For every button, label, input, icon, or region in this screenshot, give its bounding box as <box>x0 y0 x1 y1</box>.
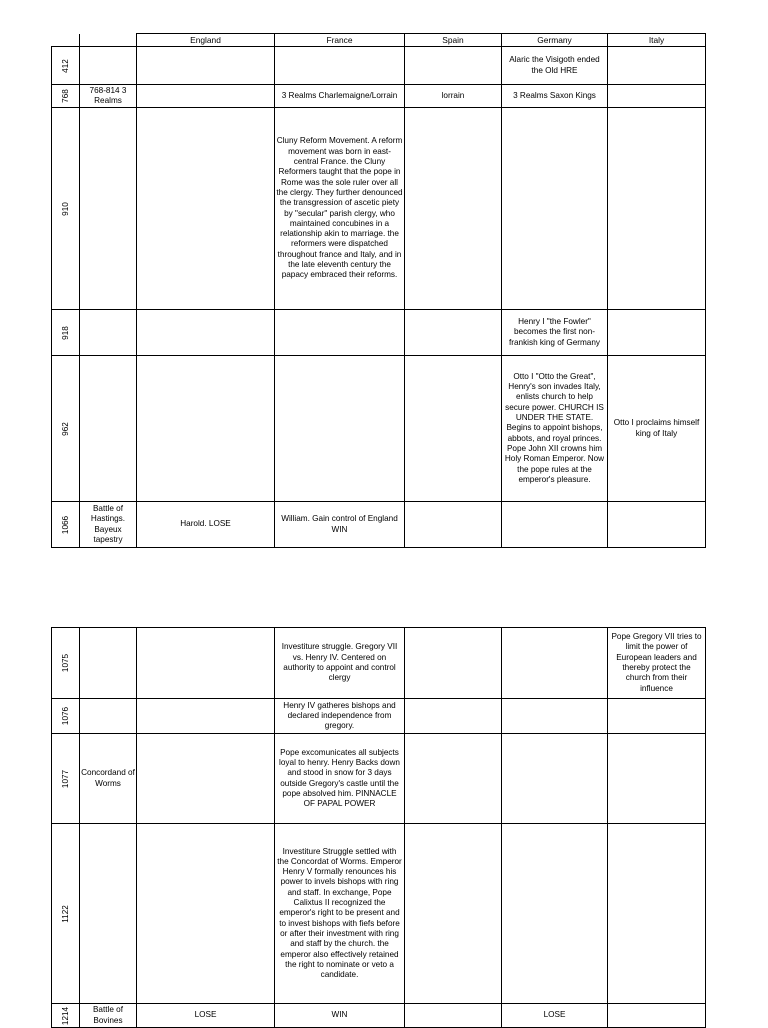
germany-cell <box>502 699 608 734</box>
germany-cell <box>502 108 608 310</box>
event-cell <box>80 824 137 1004</box>
event-cell <box>80 310 137 356</box>
year-cell: 962 <box>52 356 80 502</box>
spain-cell <box>405 108 502 310</box>
header-italy: Italy <box>608 34 706 47</box>
england-cell <box>137 734 275 824</box>
event-cell: Battle of Hastings. Bayeux tapestry <box>80 502 137 548</box>
france-cell <box>275 356 405 502</box>
timeline-table-1 <box>51 33 706 548</box>
england-cell: Harold. LOSE <box>137 502 275 548</box>
france-cell: Pope excomunicates all subjects loyal to henry. Henry Backs down and stood in snow for 3 days outside Gregory's castle until the pope absolved him. PINNACLE OF PAPAL POWER <box>275 734 405 824</box>
year-cell: 1076 <box>52 699 80 734</box>
italy-cell <box>608 502 706 548</box>
year-cell: 1122 <box>52 824 80 1004</box>
event-cell: Concordand of Worms <box>80 734 137 824</box>
england-cell <box>137 85 275 108</box>
germany-cell: LOSE <box>502 1004 608 1028</box>
header-england: England <box>137 34 275 47</box>
year-cell: 1214 <box>52 1004 80 1028</box>
event-cell <box>80 108 137 310</box>
spain-cell <box>405 310 502 356</box>
germany-cell: 3 Realms Saxon Kings <box>502 85 608 108</box>
table-row <box>52 85 706 108</box>
germany-cell <box>502 502 608 548</box>
italy-cell <box>608 734 706 824</box>
header-spain: Spain <box>405 34 502 47</box>
spain-cell <box>405 628 502 699</box>
spain-cell <box>405 47 502 85</box>
event-cell <box>80 47 137 85</box>
france-cell: WIN <box>275 1004 405 1028</box>
year-cell: 412 <box>52 47 80 85</box>
france-cell: William. Gain control of England WIN <box>275 502 405 548</box>
france-cell: Investiture Struggle settled with the Concordat of Worms. Emperor Henry V formally renounces his power to invels bishops with ring and staff. In exchange, Pope Calixtus II recognized the emperor's right to be present and to invest bishops with fiefs before or after their investment with ring and staff by the church. the emperor also effectively retained the right to nominate or veto a candidate. <box>275 824 405 1004</box>
table-row <box>52 356 706 502</box>
spain-cell <box>405 502 502 548</box>
france-cell <box>275 310 405 356</box>
timeline-table-2 <box>51 627 706 1028</box>
germany-cell <box>502 628 608 699</box>
event-cell: Battle of Bovines <box>80 1004 137 1028</box>
germany-cell <box>502 824 608 1004</box>
table-row <box>52 310 706 356</box>
table-row <box>52 824 706 1004</box>
france-cell: Henry IV gatheres bishops and declared independence from gregory. <box>275 699 405 734</box>
italy-cell <box>608 47 706 85</box>
event-cell <box>80 356 137 502</box>
year-cell: 1075 <box>52 628 80 699</box>
spain-cell: lorrain <box>405 85 502 108</box>
italy-cell <box>608 108 706 310</box>
event-cell <box>80 628 137 699</box>
spain-cell <box>405 699 502 734</box>
england-cell <box>137 310 275 356</box>
year-cell: 768 <box>52 85 80 108</box>
spain-cell <box>405 824 502 1004</box>
year-cell: 918 <box>52 310 80 356</box>
germany-cell: Henry I "the Fowler" becomes the first non-frankish king of Germany <box>502 310 608 356</box>
france-cell: Cluny Reform Movement. A reform movement was born in east-central France. the Cluny Reformers taught that the pope in Rome was the sole ruler over all the clergy. They further denounced the transgression of ascetic piety by "secular" parish clergy, who maintained concubines in a relationship akin to marriage. the reformers were dispatched throughout france and Italy, and in the late eleventh century the papacy embraced their reforms. <box>275 108 405 310</box>
germany-cell <box>502 734 608 824</box>
header-germany: Germany <box>502 34 608 47</box>
year-cell: 910 <box>52 108 80 310</box>
italy-cell <box>608 824 706 1004</box>
table-row <box>52 699 706 734</box>
italy-cell: Otto I proclaims himself king of Italy <box>608 356 706 502</box>
table-row <box>52 47 706 85</box>
england-cell <box>137 356 275 502</box>
header-row <box>52 34 706 47</box>
england-cell <box>137 699 275 734</box>
year-cell: 1066 <box>52 502 80 548</box>
table-row <box>52 108 706 310</box>
corner-cell <box>52 34 80 47</box>
event-cell: 768-814 3 Realms <box>80 85 137 108</box>
italy-cell <box>608 310 706 356</box>
corner-cell <box>80 34 137 47</box>
year-cell: 1077 <box>52 734 80 824</box>
italy-cell: Pope Gregory VII tries to limit the power of European leaders and thereby protect the church from their influence <box>608 628 706 699</box>
england-cell <box>137 47 275 85</box>
spain-cell <box>405 356 502 502</box>
england-cell <box>137 824 275 1004</box>
italy-cell <box>608 85 706 108</box>
spain-cell <box>405 734 502 824</box>
germany-cell: Otto I "Otto the Great", Henry's son invades Italy, enlists church to help secure power. CHURCH IS UNDER THE STATE. Begins to appoint bishops, abbots, and royal princes. Pope John XII crowns him Holy Roman Emperor. Now the pope rules at the emperor's pleasure. <box>502 356 608 502</box>
table-row <box>52 628 706 699</box>
header-france: France <box>275 34 405 47</box>
england-cell <box>137 108 275 310</box>
france-cell: 3 Realms Charlemaigne/Lorrain <box>275 85 405 108</box>
italy-cell <box>608 699 706 734</box>
england-cell: LOSE <box>137 1004 275 1028</box>
germany-cell: Alaric the Visigoth ended the Old HRE <box>502 47 608 85</box>
event-cell <box>80 699 137 734</box>
table-row <box>52 734 706 824</box>
england-cell <box>137 628 275 699</box>
table-row <box>52 502 706 548</box>
france-cell <box>275 47 405 85</box>
france-cell: Investiture struggle. Gregory VII vs. Henry IV. Centered on authority to appoint and control clergy <box>275 628 405 699</box>
